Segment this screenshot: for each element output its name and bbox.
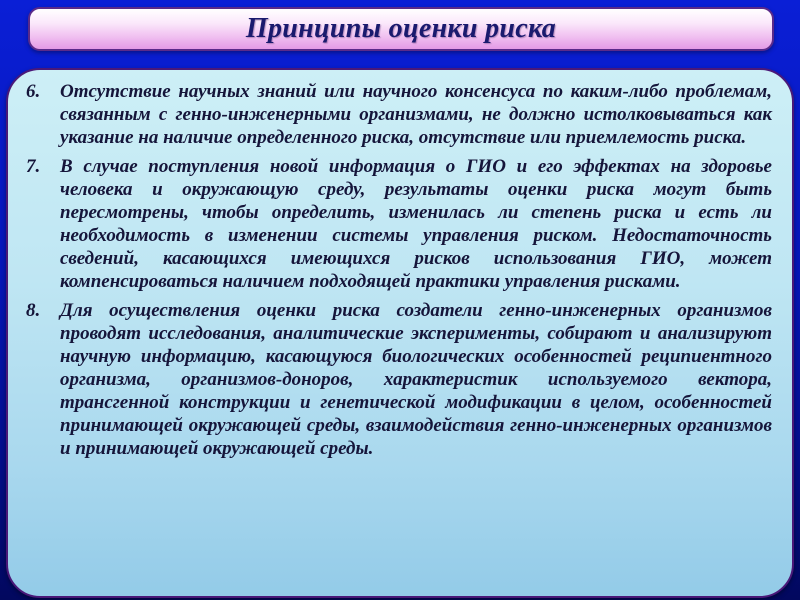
- list-item: [26, 299, 772, 460]
- item-number: 8.: [26, 300, 41, 321]
- item-text: Отсутствие научных знаний или научного консенсуса по каким-либо проблемам, связанным с генно-инженерными организмами, не должно истолковываться как указание на наличие определенного риска, отсутствие или приемлемость риска.: [60, 81, 772, 148]
- item-text: В случае поступления новой информация о ГИО и его эффектах на здоровье человека и окружающую среду, результаты оценки риска могут быть пересмотрены, чтобы определить, изменилась ли степень риска и есть ли необходимость в изменении системы управления риском. Недостаточность сведений, касающихся имеющихся рисков использования ГИО, может компенсироваться наличием подходящей практики управления рисками.: [60, 156, 772, 292]
- item-number: 6.: [26, 81, 41, 102]
- principles-list: [26, 80, 772, 460]
- content-panel: [6, 68, 794, 598]
- item-text: Для осуществления оценки риска создатели генно-инженерных организмов проводят исследования, аналитические эксперименты, собирают и анализируют научную информацию, касающуюся биологических особенностей реципиентного организма, организмов-доноров, характеристик используемого вектора, трансгенной конструкции и генетической модификации в целом, особенностей принимающей окружающей среды, взаимодействия генно-инженерных организмов и принимающей окружающей среды.: [60, 300, 772, 459]
- slide-title: Принципы оценки риска: [245, 13, 557, 44]
- list-item: [26, 155, 772, 293]
- item-number: 7.: [26, 156, 41, 177]
- title-banner: [28, 7, 774, 51]
- list-item: [26, 80, 772, 149]
